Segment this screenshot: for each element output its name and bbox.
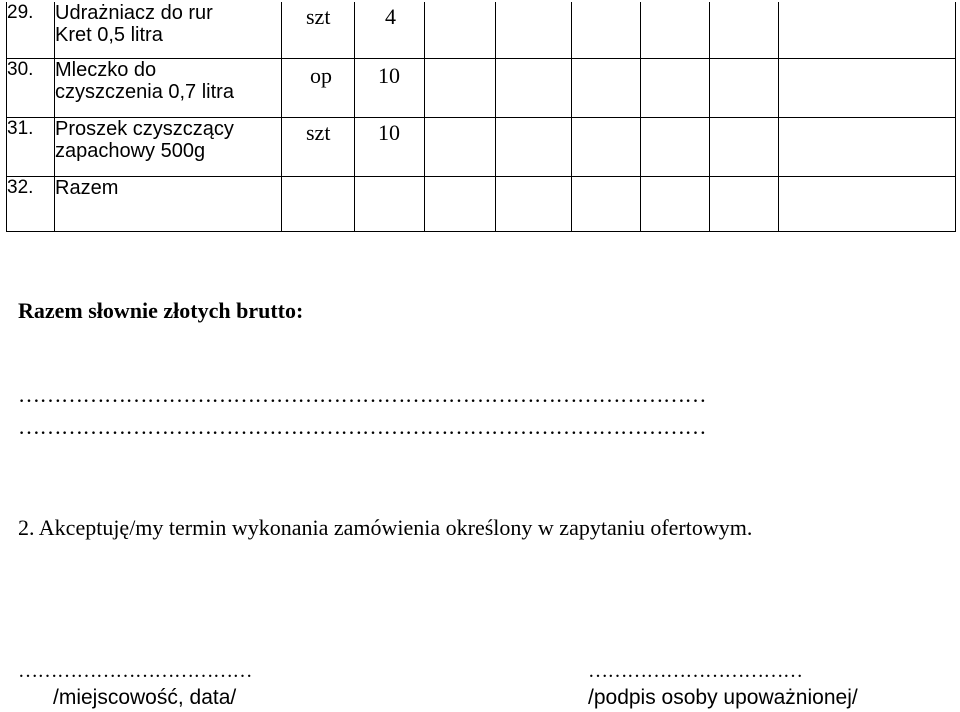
- blank-cell: [710, 2, 779, 59]
- item-name-line: Kret 0,5 litra: [55, 24, 163, 46]
- blank-cell: [641, 177, 710, 232]
- item-name: [55, 118, 282, 177]
- blank-cell: [779, 118, 956, 177]
- blank-cell: [496, 59, 572, 118]
- blank-cell: [425, 118, 496, 177]
- unit-qty-cell: [282, 2, 396, 59]
- blank-cell: [779, 177, 956, 232]
- total-in-words-label: Razem słownie złotych brutto:: [18, 298, 304, 323]
- table-row: [7, 118, 956, 177]
- unit-qty-cell: [282, 177, 355, 232]
- items-table: [6, 2, 956, 232]
- place-date-label: /miejscowość, data/: [53, 686, 237, 709]
- blank-cell: [496, 177, 572, 232]
- row-number: 32.: [7, 177, 55, 232]
- item-name: [55, 177, 282, 232]
- item-name-line: Razem: [55, 177, 119, 199]
- blank-cell: [641, 59, 710, 118]
- unit-qty-cell: [282, 59, 400, 118]
- blank-cell: [572, 177, 641, 232]
- item-name: [55, 59, 282, 118]
- row-number: 30.: [7, 59, 55, 118]
- blank-cell: [779, 2, 956, 59]
- item-name-line: zapachowy 500g: [55, 140, 206, 162]
- table-row: [7, 177, 956, 232]
- item-unit: szt: [306, 4, 331, 29]
- blank-cell: [496, 118, 572, 177]
- row-number: 29.: [7, 2, 55, 59]
- blank-cell: [641, 2, 710, 59]
- table-row: [7, 2, 956, 59]
- item-quantity: 10: [378, 120, 400, 145]
- blank-cell: [425, 2, 496, 59]
- place-date-dots: ………………………………: [18, 660, 252, 682]
- blank-cell: [496, 2, 572, 59]
- item-name-line: Mleczko do: [55, 59, 157, 81]
- unit-qty-cell: [282, 118, 400, 177]
- item-quantity: 4: [385, 4, 396, 29]
- total-in-words-dots-2: ……………………………………………………………………………………: [18, 414, 706, 439]
- blank-cell: [710, 118, 779, 177]
- blank-cell: [425, 177, 496, 232]
- signature-label: /podpis osoby upoważnionej/: [588, 686, 858, 709]
- blank-cell: [355, 177, 425, 232]
- item-name: [55, 2, 282, 59]
- item-name-line: Udrażniacz do rur: [55, 2, 213, 24]
- blank-cell: [710, 59, 779, 118]
- blank-cell: [710, 177, 779, 232]
- blank-cell: [572, 59, 641, 118]
- blank-cell: [779, 59, 956, 118]
- row-number: 31.: [7, 118, 55, 177]
- blank-cell: [425, 59, 496, 118]
- item-unit: szt: [306, 120, 331, 145]
- item-unit: op: [310, 63, 332, 88]
- signature-dots: ……………………………: [588, 660, 803, 682]
- item-name-line: czyszczenia 0,7 litra: [55, 81, 234, 103]
- acceptance-statement: 2. Akceptuję/my termin wykonania zamówienia określony w zapytaniu ofertowym.: [18, 515, 753, 540]
- blank-cell: [572, 2, 641, 59]
- blank-cell: [572, 118, 641, 177]
- item-name-line: Proszek czyszczący: [55, 118, 234, 140]
- total-in-words-dots-1: ……………………………………………………………………………………: [18, 382, 706, 407]
- item-quantity: 10: [378, 63, 400, 88]
- table-row: [7, 59, 956, 118]
- blank-cell: [641, 118, 710, 177]
